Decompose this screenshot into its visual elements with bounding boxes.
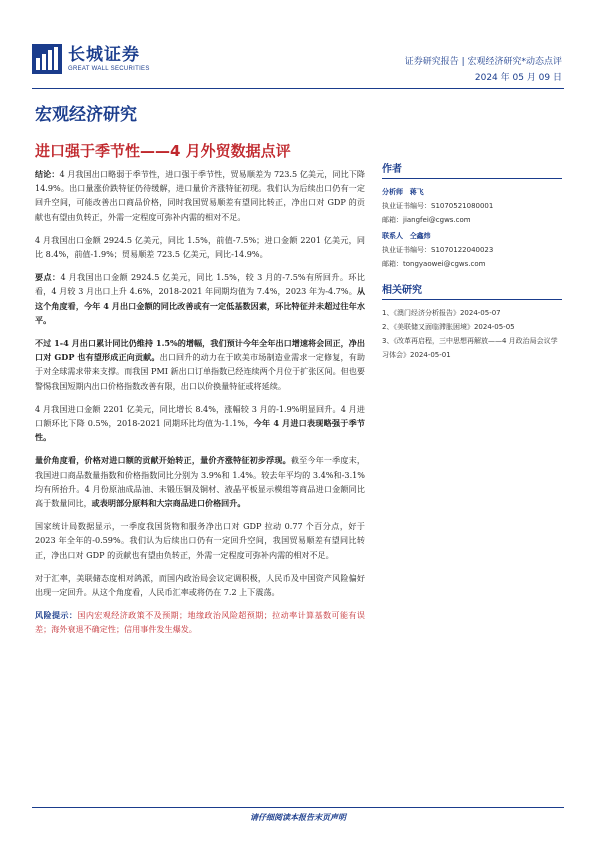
footer-disclaimer: 请仔细阅读本报告末页声明 <box>250 813 346 822</box>
keypoint-label: 要点： <box>35 272 61 283</box>
header-divider <box>32 88 564 89</box>
sidebar <box>382 160 562 362</box>
analyst-email[interactable]: 邮箱：jiangfei@cgws.com <box>382 216 471 224</box>
import-paragraph <box>35 402 365 445</box>
related-report-item[interactable]: 3、《改革再启程，三中思想再解放——4 月政治局会议学习体会》2024-05-01 <box>382 337 558 359</box>
footer-divider <box>32 807 564 808</box>
contact-row <box>382 229 562 243</box>
keypoint-bold: 从这个角度看，今年 4 月出口金额的同比改善或有一定低基数因素，环比特征并未超过往年水平。 <box>35 286 365 325</box>
analyst-row <box>382 185 562 199</box>
import-text: 4 月我国进口金额 2201 亿美元，同比增长 8.4%，涨幅较 3 月的-1.9%明显回升。4 月进口额环比下降 0.5%，2018-2021 同期环比均值为-1.1%， <box>35 403 365 429</box>
contact-name: 仝鑫炜 <box>409 232 431 240</box>
section-title: 宏观经济研究 <box>35 105 137 125</box>
related-report-item[interactable]: 2、《美联储又面临滞胀困境》2024-05-05 <box>382 323 515 331</box>
volume-price-paragraph <box>35 453 365 510</box>
fx-paragraph: 对于汇率，美联储态度相对鸽派，而国内政治局会议定调积极，人民币及中国资产风险偏好出现一定回升。从这个角度看，人民币汇率或将仍在 7.2 上下震荡。 <box>35 572 365 598</box>
risk-paragraph <box>35 608 365 636</box>
conclusion-text: 4 月我国出口略弱于季节性，进口强于季节性，贸易顺差为 723.5 亿美元，同比下降 14.9%。出口量涨价跌特征仍待缓解，进口量价齐涨特征初现。我们认为后续出口仍有一定回升空间，可能改善出口商品价格，同时我国贸易顺差有望同比转正，净出口对 GDP 的贡献也有望由负转正，外需一定程度可弥补内需的相对不足。 <box>35 169 365 222</box>
logo-chinese-name: 长城证券 <box>68 45 140 65</box>
conclusion-label: 结论： <box>35 169 60 179</box>
related-reports-list <box>382 306 562 362</box>
import-bold: 今年 4 月进口表现略强于季节性。 <box>35 418 365 443</box>
conclusion-paragraph <box>35 167 365 224</box>
data-summary-paragraph: 4 月我国出口金额 2924.5 亿美元，同比 1.5%，前值-7.5%；进口金额 2201 亿美元，同比 8.4%，前值-1.9%；贸易顺差 723.5 亿美元，同比-14.9%。 <box>35 234 365 260</box>
logo-english-name: GREAT WALL SECURITIES <box>68 66 150 72</box>
risk-label: 风险提示： <box>35 610 78 621</box>
authors-heading: 作者 <box>382 160 562 179</box>
export-outlook-bold: 不过 1-4 月出口累计同比仍维持 1.5%的增幅，我们预计今年全年出口增速将会回正，净出口对 GDP 也有望形成正向贡献。 <box>35 338 365 363</box>
report-date: 2024 年 05 月 09 日 <box>474 73 562 83</box>
brand-logo <box>32 44 150 74</box>
volume-price-bold: 量价角度看，价格对进口额的贡献开始转正，量价齐涨特征初步浮现。 <box>35 455 291 466</box>
analyst-label: 分析师 <box>382 188 403 196</box>
contact-label: 联系人 <box>382 232 403 240</box>
contact-cert: 执业证书编号：S1070122040023 <box>382 246 494 254</box>
analyst-name: 蒋飞 <box>409 188 424 196</box>
main-body <box>35 167 365 637</box>
report-type: 证券研究报告 | 宏观经济研究*动态点评 <box>404 57 562 67</box>
contact-email[interactable]: 邮箱：tongyaowei@cgws.com <box>382 260 486 268</box>
export-outlook-text: 出口回升的动力在于欧美市场制造业需求一定修复，有助于对全球需求带来支撑。而我国 PMI 新出口订单指数已经连续两个月位于扩张区间。但也要警惕我国短期内出口价格指数改善有限，出口以价换量特征或将延续。 <box>35 352 365 391</box>
great-wall-logo-icon <box>32 44 62 74</box>
keypoint-paragraph <box>35 270 365 327</box>
volume-price-bold-end: 或表明部分原料和大宗商品进口价格回升。 <box>91 498 246 509</box>
keypoint-text: 4 月我国出口金额 2924.5 亿美元，同比 1.5%，较 3 月的-7.5%有所回升。环比看，4 月较 3 月出口上升 4.6%，2018-2021 年同期均值为 7.4%，2023 年为-4.7%。 <box>35 272 365 297</box>
gdp-paragraph: 国家统计局数据显示，一季度我国货物和服务净出口对 GDP 拉动 0.77 个百分点，好于 2023 年全年的-0.59%。我们认为后续出口仍有一定回升空间，我国贸易顺差有望同比转正，净出口对 GDP 的贡献也有望由负转正，外需一定程度可弥补内需的相对不足。 <box>35 521 365 560</box>
risk-text: 国内宏观经济政策不及预期；地缘政治风险超预期；拉动率计算基数可能有误差；海外衰退不确定性；信用事件发生爆发。 <box>35 610 365 635</box>
export-outlook-paragraph <box>35 336 365 393</box>
related-report-item[interactable]: 1、《澳门经济分析报告》2024-05-07 <box>382 309 501 317</box>
related-research-heading: 相关研究 <box>382 281 562 300</box>
document-title: 进口强于季节性——4 月外贸数据点评 <box>35 142 291 160</box>
header-meta <box>405 54 562 86</box>
volume-price-text: 截至今年一季度末，我国进口商品数量指数和价格指数同比分别为 3.9%和 1.4%。较去年平均的 3.4%和-3.1%均有所抬升。4 月份原油成品油、未锻压铜及铜材、液晶平板显示模组等商品进口金额同比高于数量同比， <box>35 455 365 509</box>
analyst-cert: 执业证书编号：S1070521080001 <box>382 202 494 210</box>
